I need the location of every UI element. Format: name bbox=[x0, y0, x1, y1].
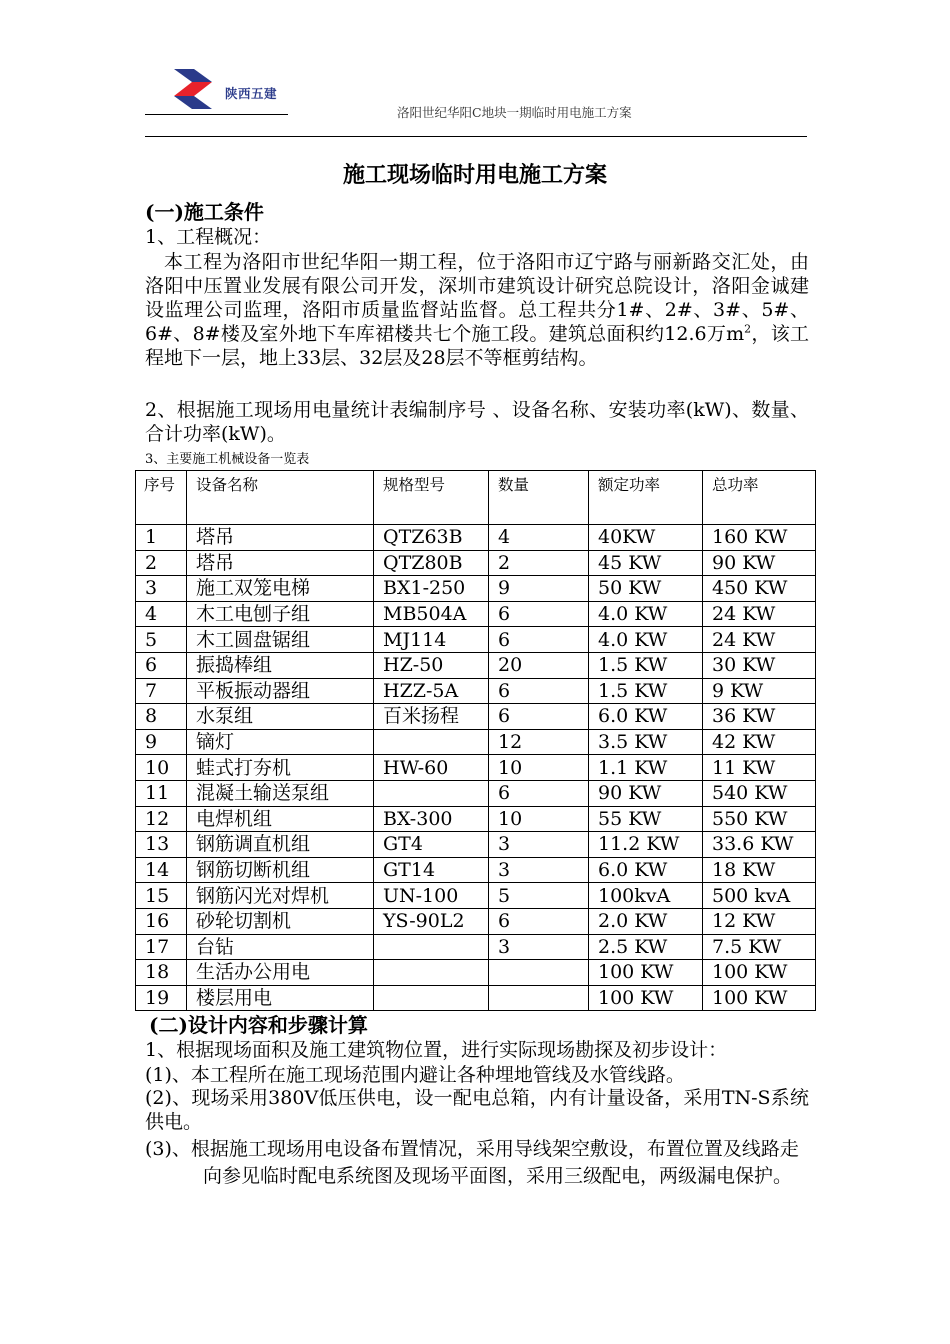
table-row bbox=[136, 678, 816, 704]
table-row bbox=[136, 908, 816, 934]
cell-quantity: 6 bbox=[489, 780, 589, 806]
logo-underline bbox=[145, 114, 288, 115]
cell-equipment-name: 塔吊 bbox=[187, 525, 374, 551]
cell-quantity: 2 bbox=[489, 550, 589, 576]
table-row bbox=[136, 806, 816, 832]
document-title: 施工现场临时用电施工方案 bbox=[342, 162, 607, 188]
cell-total-power: 100 KW bbox=[703, 985, 816, 1011]
cell-rated-power: 45 KW bbox=[589, 550, 703, 576]
cell-quantity: 6 bbox=[489, 678, 589, 704]
cell-model: MJ114 bbox=[374, 627, 489, 653]
column-header-model: 规格型号 bbox=[374, 471, 489, 525]
cell-row-index: 6 bbox=[136, 652, 187, 678]
table-row bbox=[136, 934, 816, 960]
cell-row-index: 10 bbox=[136, 755, 187, 781]
cell-model: QTZ80B bbox=[374, 550, 489, 576]
cell-row-index: 5 bbox=[136, 627, 187, 653]
cell-rated-power: 100 KW bbox=[589, 985, 703, 1011]
cell-model: HW-60 bbox=[374, 755, 489, 781]
cell-row-index: 4 bbox=[136, 601, 187, 627]
cell-row-index: 9 bbox=[136, 729, 187, 755]
column-header-rated-power: 额定功率 bbox=[589, 471, 703, 525]
cell-equipment-name: 电焊机组 bbox=[187, 806, 374, 832]
cell-model bbox=[374, 729, 489, 755]
cell-model: HZZ-5A bbox=[374, 678, 489, 704]
cell-rated-power: 90 KW bbox=[589, 780, 703, 806]
design-point-3: (3)、根据施工现场用电设备布置情况，采用导线架空敷设，布置位置及线路走向参见临时配电系统图及现场平面图，采用三级配电，两级漏电保护。 bbox=[145, 1138, 799, 1187]
table-row bbox=[136, 755, 816, 781]
cell-model: BX1-250 bbox=[374, 576, 489, 602]
cell-equipment-name: 台钻 bbox=[187, 934, 374, 960]
cell-equipment-name: 混凝土输送泵组 bbox=[187, 780, 374, 806]
cell-model: GT4 bbox=[374, 832, 489, 858]
cell-row-index: 18 bbox=[136, 960, 187, 986]
cell-rated-power: 3.5 KW bbox=[589, 729, 703, 755]
cell-quantity: 6 bbox=[489, 908, 589, 934]
cell-equipment-name: 钢筋切断机组 bbox=[187, 857, 374, 883]
cell-quantity: 20 bbox=[489, 652, 589, 678]
cell-quantity: 3 bbox=[489, 832, 589, 858]
cell-rated-power: 2.0 KW bbox=[589, 908, 703, 934]
cell-row-index: 13 bbox=[136, 832, 187, 858]
cell-rated-power: 1.1 KW bbox=[589, 755, 703, 781]
column-header-index: 序号 bbox=[136, 471, 187, 525]
cell-model: MB504A bbox=[374, 601, 489, 627]
table-row bbox=[136, 525, 816, 551]
cell-total-power: 7.5 KW bbox=[703, 934, 816, 960]
cell-equipment-name: 塔吊 bbox=[187, 550, 374, 576]
table-row bbox=[136, 857, 816, 883]
cell-model bbox=[374, 960, 489, 986]
cell-total-power: 160 KW bbox=[703, 525, 816, 551]
cell-equipment-name: 振捣棒组 bbox=[187, 652, 374, 678]
cell-equipment-name: 木工圆盘锯组 bbox=[187, 627, 374, 653]
column-header-name: 设备名称 bbox=[187, 471, 374, 525]
cell-total-power: 33.6 KW bbox=[703, 832, 816, 858]
table-row bbox=[136, 780, 816, 806]
cell-row-index: 14 bbox=[136, 857, 187, 883]
cell-equipment-name: 钢筋调直机组 bbox=[187, 832, 374, 858]
design-point-2: (2)、现场采用380V低压供电，设一配电总箱，内有计量设备，采用TN-S系统供电。 bbox=[145, 1087, 809, 1133]
cell-total-power: 12 KW bbox=[703, 908, 816, 934]
cell-quantity: 6 bbox=[489, 704, 589, 730]
cell-equipment-name: 水泵组 bbox=[187, 704, 374, 730]
cell-total-power: 30 KW bbox=[703, 652, 816, 678]
cell-rated-power: 11.2 KW bbox=[589, 832, 703, 858]
cell-total-power: 450 KW bbox=[703, 576, 816, 602]
cell-row-index: 1 bbox=[136, 525, 187, 551]
cell-rated-power: 6.0 KW bbox=[589, 857, 703, 883]
column-header-quantity: 数量 bbox=[489, 471, 589, 525]
cell-quantity: 3 bbox=[489, 934, 589, 960]
cell-row-index: 17 bbox=[136, 934, 187, 960]
design-point-1: (1)、本工程所在施工现场范围内避让各种埋地管线及水管线路。 bbox=[145, 1064, 685, 1086]
cell-equipment-name: 蛙式打夯机 bbox=[187, 755, 374, 781]
table-caption: 3、主要施工机械设备一览表 bbox=[145, 452, 310, 467]
cell-quantity: 9 bbox=[489, 576, 589, 602]
table-row bbox=[136, 704, 816, 730]
cell-equipment-name: 砂轮切割机 bbox=[187, 908, 374, 934]
cell-equipment-name: 楼层用电 bbox=[187, 985, 374, 1011]
cell-quantity bbox=[489, 985, 589, 1011]
cell-quantity: 6 bbox=[489, 601, 589, 627]
cell-model: GT14 bbox=[374, 857, 489, 883]
column-header-total-power: 总功率 bbox=[703, 471, 816, 525]
table-row bbox=[136, 985, 816, 1011]
item-project-overview-label: 1、工程概况： bbox=[145, 226, 272, 248]
cell-total-power: 42 KW bbox=[703, 729, 816, 755]
cell-rated-power: 2.5 KW bbox=[589, 934, 703, 960]
cell-total-power: 90 KW bbox=[703, 550, 816, 576]
cell-total-power: 11 KW bbox=[703, 755, 816, 781]
cell-model: HZ-50 bbox=[374, 652, 489, 678]
cell-rated-power: 6.0 KW bbox=[589, 704, 703, 730]
running-header-title: 洛阳世纪华阳C地块一期临时用电施工方案 bbox=[397, 105, 632, 120]
cell-model: BX-300 bbox=[374, 806, 489, 832]
cell-equipment-name: 生活办公用电 bbox=[187, 960, 374, 986]
equipment-table bbox=[135, 470, 816, 1011]
table-row bbox=[136, 883, 816, 909]
table-row bbox=[136, 832, 816, 858]
cell-total-power: 100 KW bbox=[703, 960, 816, 986]
item-statistics-paragraph: 2、根据施工现场用电量统计表编制序号 、设备名称、安装功率(kW)、数量、合计功率(kW)。 bbox=[145, 399, 809, 445]
cell-row-index: 7 bbox=[136, 678, 187, 704]
cell-rated-power: 4.0 KW bbox=[589, 627, 703, 653]
cell-rated-power: 55 KW bbox=[589, 806, 703, 832]
cell-quantity: 10 bbox=[489, 806, 589, 832]
table-row bbox=[136, 601, 816, 627]
cell-total-power: 24 KW bbox=[703, 627, 816, 653]
cell-quantity bbox=[489, 960, 589, 986]
cell-row-index: 2 bbox=[136, 550, 187, 576]
cell-row-index: 15 bbox=[136, 883, 187, 909]
header-rule bbox=[145, 136, 807, 137]
cell-quantity: 12 bbox=[489, 729, 589, 755]
cell-total-power: 9 KW bbox=[703, 678, 816, 704]
cell-rated-power: 50 KW bbox=[589, 576, 703, 602]
cell-total-power: 36 KW bbox=[703, 704, 816, 730]
cell-model bbox=[374, 934, 489, 960]
cell-row-index: 19 bbox=[136, 985, 187, 1011]
table-row bbox=[136, 576, 816, 602]
design-item1: 1、根据现场面积及施工建筑物位置，进行实际现场勘探及初步设计： bbox=[145, 1039, 728, 1061]
cell-equipment-name: 施工双笼电梯 bbox=[187, 576, 374, 602]
cell-model bbox=[374, 985, 489, 1011]
cell-row-index: 8 bbox=[136, 704, 187, 730]
cell-rated-power: 1.5 KW bbox=[589, 652, 703, 678]
section-heading-design: (二)设计内容和步骤计算 bbox=[149, 1013, 368, 1037]
cell-total-power: 500 kvA bbox=[703, 883, 816, 909]
table-row bbox=[136, 627, 816, 653]
cell-model bbox=[374, 780, 489, 806]
project-overview-paragraph: 本工程为洛阳市世纪华阳一期工程，位于洛阳市辽宁路与丽新路交汇处，由洛阳中压置业发展有限公司开发，深圳市建筑设计研究总院设计，洛阳金诚建设监理公司监理，洛阳市质量监督站监督。总工程共分1#、2#、3#、5#、6#、8#楼及室外地下车库裙楼共七个施工段。建筑总面积约12.6万$m^2$，该工程地下一层，地上33层、32层及28层不等框剪结构。 bbox=[145, 251, 809, 369]
table-header-row bbox=[136, 471, 816, 525]
logo-text: 陕西五建 bbox=[225, 86, 278, 101]
cell-rated-power: 4.0 KW bbox=[589, 601, 703, 627]
cell-total-power: 550 KW bbox=[703, 806, 816, 832]
table-row bbox=[136, 652, 816, 678]
cell-model: 百米扬程 bbox=[374, 704, 489, 730]
cell-row-index: 12 bbox=[136, 806, 187, 832]
cell-row-index: 3 bbox=[136, 576, 187, 602]
cell-rated-power: 1.5 KW bbox=[589, 678, 703, 704]
cell-rated-power: 100kvA bbox=[589, 883, 703, 909]
cell-model: YS-90L2 bbox=[374, 908, 489, 934]
cell-equipment-name: 平板振动器组 bbox=[187, 678, 374, 704]
cell-row-index: 16 bbox=[136, 908, 187, 934]
table-row bbox=[136, 729, 816, 755]
cell-quantity: 5 bbox=[489, 883, 589, 909]
cell-total-power: 540 KW bbox=[703, 780, 816, 806]
cell-quantity: 3 bbox=[489, 857, 589, 883]
cell-total-power: 18 KW bbox=[703, 857, 816, 883]
cell-total-power: 24 KW bbox=[703, 601, 816, 627]
cell-rated-power: 40KW bbox=[589, 525, 703, 551]
table-row bbox=[136, 960, 816, 986]
company-logo bbox=[172, 66, 220, 112]
cell-model: UN-100 bbox=[374, 883, 489, 909]
cell-equipment-name: 钢筋闪光对焊机 bbox=[187, 883, 374, 909]
cell-quantity: 6 bbox=[489, 627, 589, 653]
cell-rated-power: 100 KW bbox=[589, 960, 703, 986]
section-heading-conditions: (一)施工条件 bbox=[145, 200, 264, 224]
cell-model: QTZ63B bbox=[374, 525, 489, 551]
cell-equipment-name: 木工电刨子组 bbox=[187, 601, 374, 627]
cell-quantity: 4 bbox=[489, 525, 589, 551]
cell-equipment-name: 镝灯 bbox=[187, 729, 374, 755]
table-row bbox=[136, 550, 816, 576]
cell-row-index: 11 bbox=[136, 780, 187, 806]
cell-quantity: 10 bbox=[489, 755, 589, 781]
